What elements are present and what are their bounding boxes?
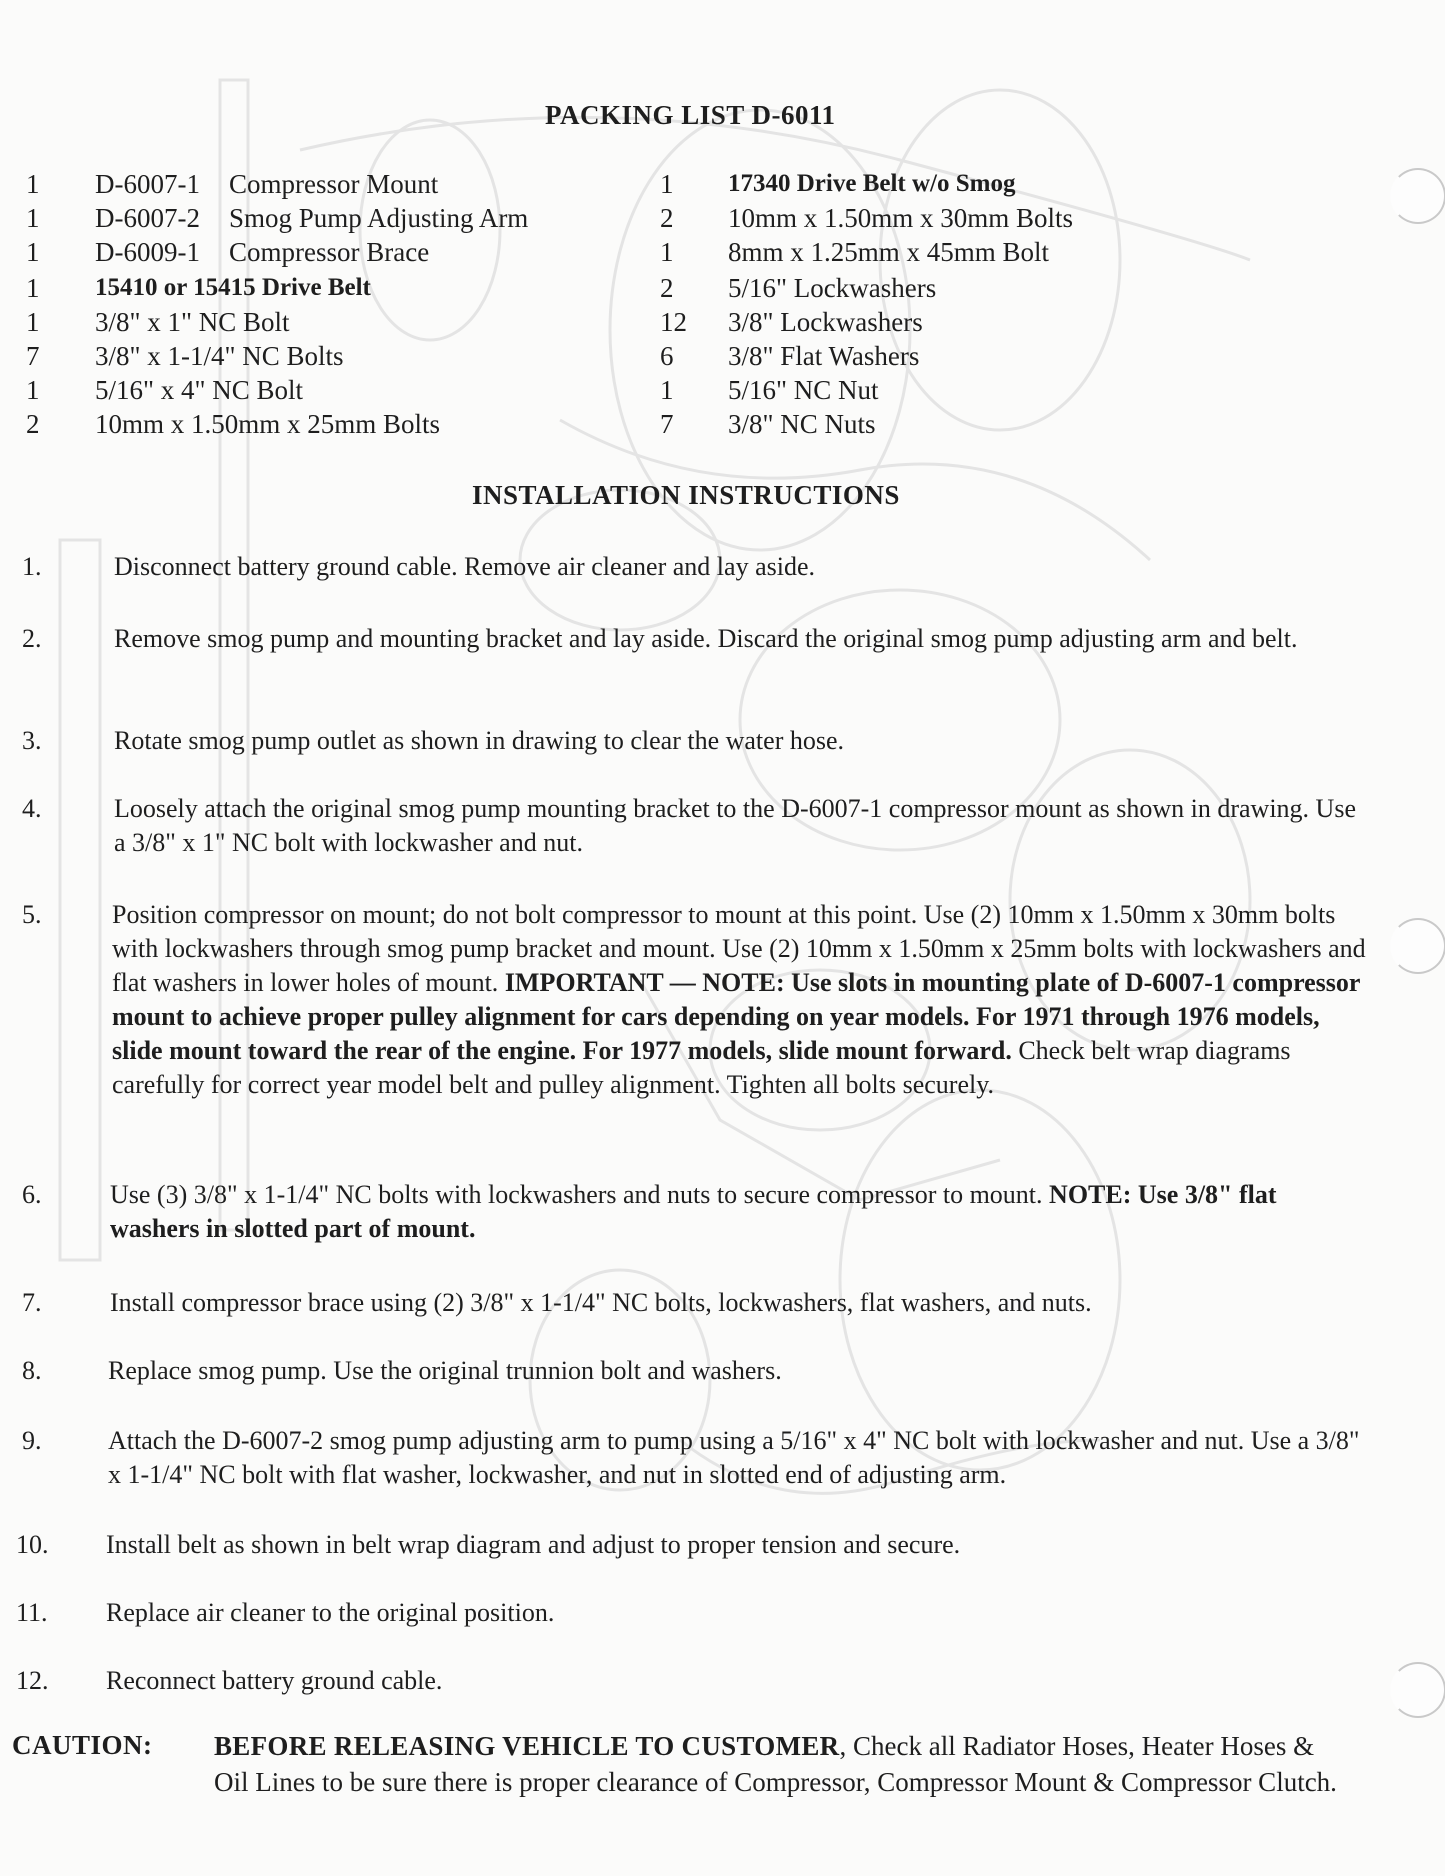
item-label: 10mm x 1.50mm x 25mm Bolts: [95, 409, 441, 439]
item-label: Compressor Mount: [229, 169, 439, 199]
packing-list-item: [640, 408, 1340, 440]
item-quantity: 2: [26, 409, 40, 439]
packing-list-item: [640, 236, 1340, 268]
step-6-note: NOTE: Use 3/8" flat washers in slotted part of mount.: [110, 1180, 1277, 1243]
item-part-number: D-6009-1: [95, 237, 200, 267]
packing-list-title: PACKING LIST D-6011: [545, 100, 836, 130]
item-description: [95, 168, 438, 200]
step-5-text: Position compressor on mount; do not bolt compressor to mount at this point. Use (2) 10mm x 1.50mm x 30mm bolts with lockwashers through smog pump bracket and mount. Use (2) 10mm x 1.50mm x 25mm bolts with lockwashers and flat washers in lower holes of mount.: [112, 900, 1366, 997]
item-quantity: 12: [660, 307, 687, 337]
item-quantity: 1: [26, 375, 40, 405]
item-quantity: 2: [660, 273, 674, 303]
item-quantity: 1: [660, 375, 674, 405]
caution-label: CAUTION:: [12, 1730, 153, 1760]
item-label: 5/16" Lockwashers: [728, 273, 937, 303]
step-number: 10.: [16, 1530, 49, 1559]
item-quantity: 6: [660, 341, 674, 371]
item-quantity: 1: [26, 169, 40, 199]
packing-list-item: [640, 340, 1340, 372]
step-number: 7.: [22, 1288, 42, 1317]
item-label: Compressor Brace: [229, 237, 430, 267]
step-text: Loosely attach the original smog pump mounting bracket to the D-6007-1 compressor mount as shown in drawing. Use a 3/8" x 1" NC bolt with lockwasher and nut.: [114, 794, 1356, 857]
packing-list-item: [0, 340, 600, 372]
step-number: 1.: [22, 552, 42, 581]
step-text: Disconnect battery ground cable. Remove air cleaner and lay aside.: [114, 552, 815, 581]
step-text: [112, 898, 1372, 1102]
step-text: Attach the D-6007-2 smog pump adjusting arm to pump using a 5/16" x 4" NC bolt with lockwasher and nut. Use a 3/8" x 1-1/4" NC bolt with flat washer, lockwasher, and nut in slotted end of adjusting arm.: [108, 1426, 1360, 1489]
packing-list-item: [640, 306, 1340, 338]
packing-list-item: [640, 374, 1340, 406]
step-text: Replace air cleaner to the original position.: [106, 1598, 555, 1627]
item-label: 15410 or 15415 Drive Belt: [95, 274, 371, 301]
item-label: 5/16" NC Nut: [728, 375, 879, 405]
item-label: 17340 Drive Belt w/o Smog: [728, 170, 1016, 197]
item-label: 8mm x 1.25mm x 45mm Bolt: [728, 237, 1050, 267]
item-label: 3/8" x 1" NC Bolt: [95, 307, 290, 337]
step-5-tail: Check belt wrap diagrams carefully for correct year model belt and pulley alignment. Tighten all bolts securely.: [112, 1036, 1291, 1099]
step-text: Rotate smog pump outlet as shown in drawing to clear the water hose.: [114, 726, 845, 755]
step-number: 4.: [22, 794, 42, 823]
step-text: [110, 1178, 1370, 1246]
packing-list-item: [0, 408, 600, 440]
item-label: 5/16" x 4" NC Bolt: [95, 375, 304, 405]
item-label: 3/8" NC Nuts: [728, 409, 876, 439]
step-number: 8.: [22, 1356, 42, 1385]
caution-body: , Check all Radiator Hoses, Heater Hoses & Oil Lines to be sure there is proper clearance of Compressor, Compressor Mount & Compressor Clutch.: [214, 1731, 1337, 1797]
binder-hole-middle: [1390, 918, 1445, 974]
item-label: 3/8" Flat Washers: [728, 341, 920, 371]
step-text: Reconnect battery ground cable.: [106, 1666, 443, 1695]
item-quantity: 1: [26, 307, 40, 337]
step-text: Install compressor brace using (2) 3/8" x 1-1/4" NC bolts, lockwashers, flat washers, and nuts.: [110, 1288, 1092, 1317]
packing-list-item: [640, 202, 1340, 234]
binder-hole-top: [1390, 168, 1445, 224]
item-part-number: D-6007-2: [95, 203, 200, 233]
step-number: 11.: [16, 1598, 48, 1627]
binder-hole-bottom: [1390, 1662, 1445, 1718]
packing-list-item: [640, 272, 1340, 304]
packing-list-item: [640, 168, 1340, 200]
step-number: 3.: [22, 726, 42, 755]
item-quantity: 1: [26, 237, 40, 267]
item-quantity: 1: [660, 169, 674, 199]
item-quantity: 1: [660, 237, 674, 267]
item-part-number: D-6007-1: [95, 169, 200, 199]
step-number: 2.: [22, 624, 42, 653]
step-text: Replace smog pump. Use the original trunnion bolt and washers.: [108, 1356, 782, 1385]
instructions-title: INSTALLATION INSTRUCTIONS: [472, 480, 900, 510]
packing-list-item: [0, 236, 600, 268]
item-description: [95, 236, 429, 268]
step-number: 9.: [22, 1426, 42, 1455]
item-label: 3/8" Lockwashers: [728, 307, 923, 337]
packing-list-item: [0, 202, 600, 234]
item-quantity: 7: [26, 341, 40, 371]
step-number: 6.: [22, 1180, 42, 1209]
step-text: Install belt as shown in belt wrap diagram and adjust to proper tension and secure.: [106, 1530, 961, 1559]
item-label: 3/8" x 1-1/4" NC Bolts: [95, 341, 344, 371]
step-text: Remove smog pump and mounting bracket and lay aside. Discard the original smog pump adjusting arm and belt.: [114, 624, 1298, 653]
packing-list-item: [0, 306, 600, 338]
step-6-text: Use (3) 3/8" x 1-1/4" NC bolts with lockwashers and nuts to secure compressor to mount.: [110, 1180, 1050, 1209]
step-number: 12.: [16, 1666, 49, 1695]
caution-emphasis: BEFORE RELEASING VEHICLE TO CUSTOMER: [214, 1731, 840, 1761]
packing-list-item: [0, 272, 600, 304]
item-quantity: 1: [26, 273, 40, 303]
step-number: 5.: [22, 900, 42, 929]
caution-text: [214, 1728, 1354, 1800]
packing-list-item: [0, 168, 600, 200]
item-quantity: 2: [660, 203, 674, 233]
item-quantity: 1: [26, 203, 40, 233]
item-label: 10mm x 1.50mm x 30mm Bolts: [728, 203, 1074, 233]
item-description: [95, 202, 528, 234]
step-5-important-note: IMPORTANT — NOTE: Use slots in mounting plate of D-6007-1 compressor mount to achieve proper pulley alignment for cars depending on year models. For 1971 through 1976 models, slide mount toward the rear of the engine. For 1977 models, slide mount forward.: [112, 968, 1360, 1065]
item-label: Smog Pump Adjusting Arm: [229, 203, 529, 233]
packing-list-item: [0, 374, 600, 406]
item-quantity: 7: [660, 409, 674, 439]
